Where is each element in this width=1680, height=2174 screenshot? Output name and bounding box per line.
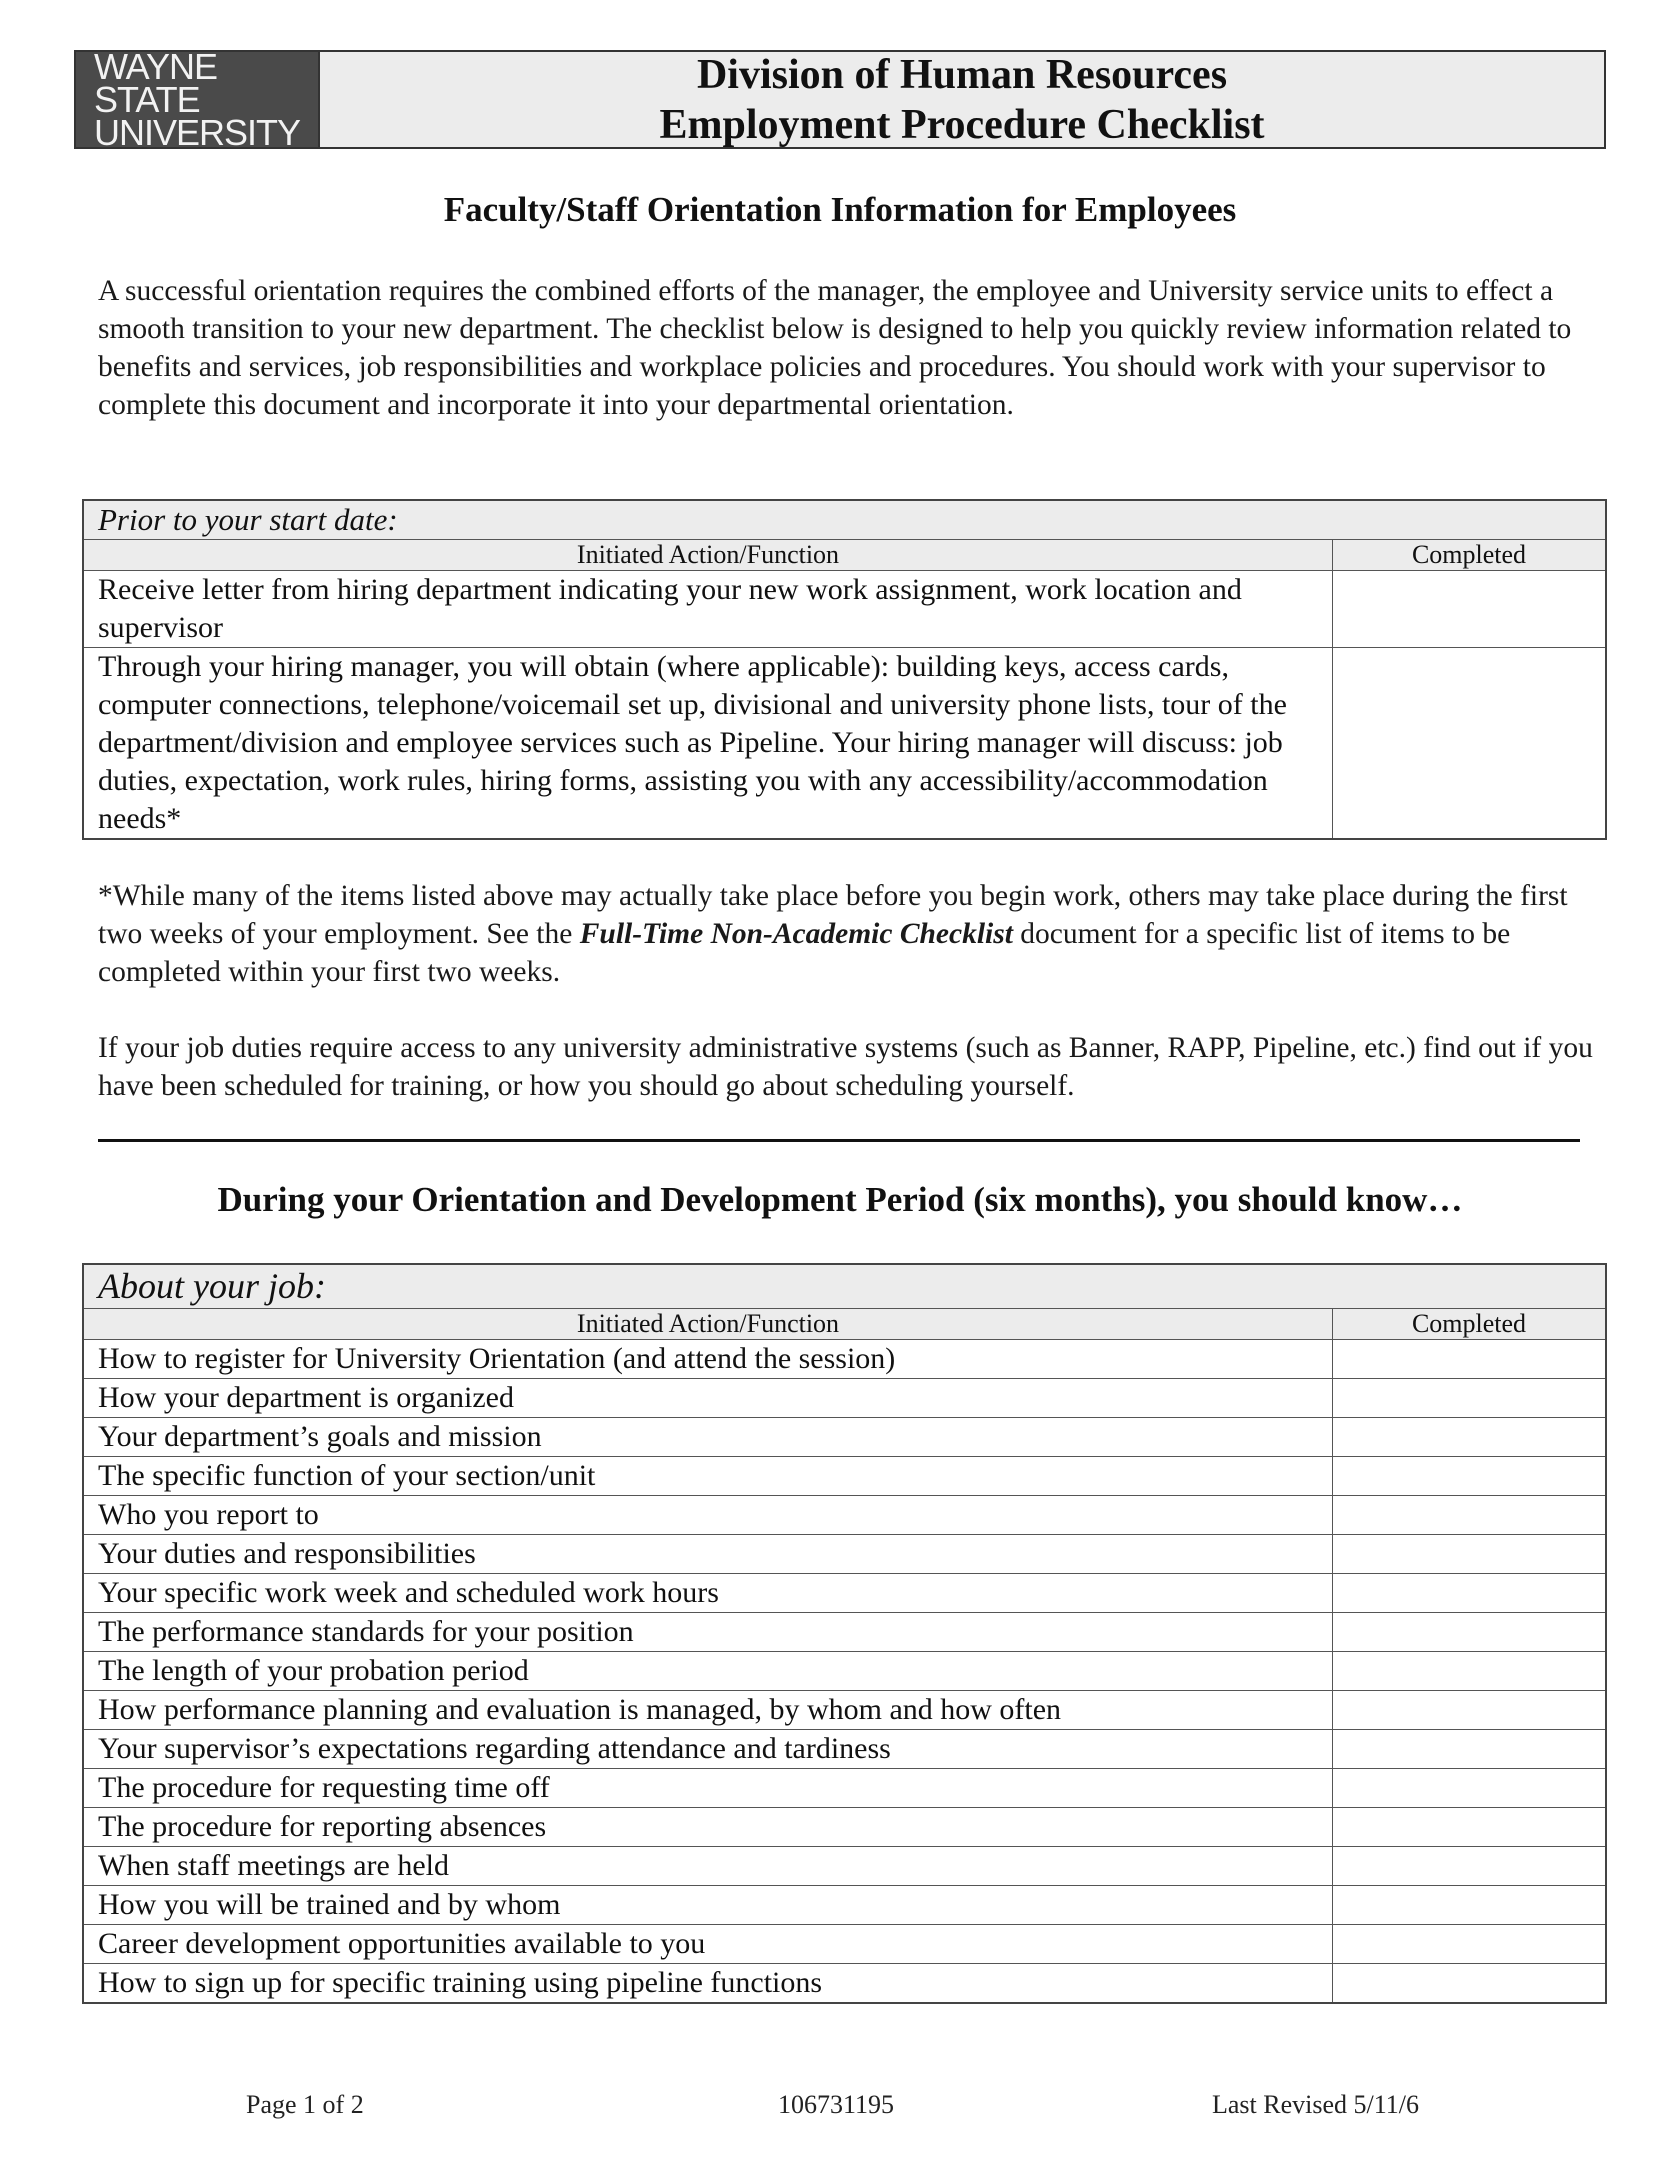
table-row xyxy=(83,1418,1606,1457)
col-completed-header: Completed xyxy=(1333,540,1607,571)
table-column-header xyxy=(83,1309,1606,1340)
note-paragraph xyxy=(98,877,1598,991)
table-row xyxy=(83,1652,1606,1691)
checklist-item: The procedure for requesting time off xyxy=(83,1769,1333,1808)
completed-cell[interactable] xyxy=(1333,571,1607,648)
checklist-item: How you will be trained and by whom xyxy=(83,1886,1333,1925)
col-action-header: Initiated Action/Function xyxy=(83,540,1333,571)
university-logo xyxy=(76,46,320,153)
note-text-before: *While many of the items listed above may actually take place before you begin work, others may take place during the first two weeks of your employment. See the xyxy=(98,880,1568,950)
checklist-item: The procedure for reporting absences xyxy=(83,1808,1333,1847)
completed-cell[interactable] xyxy=(1333,1730,1607,1769)
completed-cell[interactable] xyxy=(1333,1769,1607,1808)
completed-cell[interactable] xyxy=(1333,1379,1607,1418)
job-section-label: About your job: xyxy=(83,1264,1606,1309)
completed-cell[interactable] xyxy=(1333,1964,1607,2004)
header-titles xyxy=(320,52,1604,147)
table-row xyxy=(83,648,1606,840)
table-row xyxy=(83,1886,1606,1925)
table-row xyxy=(83,1730,1606,1769)
checklist-item: The length of your probation period xyxy=(83,1652,1333,1691)
checklist-item: The specific function of your section/unit xyxy=(83,1457,1333,1496)
logo-line-2: UNIVERSITY xyxy=(94,112,301,153)
table-section-header xyxy=(83,500,1606,540)
checklist-item: How to sign up for specific training using pipeline functions xyxy=(83,1964,1333,2004)
checklist-title: Employment Procedure Checklist xyxy=(659,101,1265,148)
document-id: 106731195 xyxy=(778,2090,895,2119)
completed-cell[interactable] xyxy=(1333,1847,1607,1886)
checklist-item: The performance standards for your position xyxy=(83,1613,1333,1652)
completed-cell[interactable] xyxy=(1333,1496,1607,1535)
logo-line-1: WAYNE STATE xyxy=(94,46,218,120)
about-job-table xyxy=(82,1263,1607,2004)
checklist-item: How your department is organized xyxy=(83,1379,1333,1418)
table-row xyxy=(83,1613,1606,1652)
table-row xyxy=(83,1691,1606,1730)
revision-date: Last Revised 5/11/6 xyxy=(1212,2090,1420,2119)
page-number: Page 1 of 2 xyxy=(246,2090,364,2119)
intro-paragraph: A successful orientation requires the combined efforts of the manager, the employee and University service units to effect a smooth transition to your new department. The checklist below is designed to help you quickly review information related to benefits and services, job responsibilities and workplace policies and procedures. You should work with your supervisor to complete this document and incorporate it into your departmental orientation. xyxy=(98,275,1572,421)
completed-cell[interactable] xyxy=(1333,1808,1607,1847)
table-column-header xyxy=(83,540,1606,571)
checklist-item: How to register for University Orientation (and attend the session) xyxy=(83,1340,1333,1379)
checklist-item: When staff meetings are held xyxy=(83,1847,1333,1886)
completed-cell[interactable] xyxy=(1333,1613,1607,1652)
completed-cell[interactable] xyxy=(1333,1457,1607,1496)
completed-cell[interactable] xyxy=(1333,648,1607,840)
completed-cell[interactable] xyxy=(1333,1886,1607,1925)
table-row xyxy=(83,1574,1606,1613)
prior-start-table xyxy=(82,499,1607,840)
systems-paragraph: If your job duties require access to any university administrative systems (such as Banner, RAPP, Pipeline, etc.) find out if you have been scheduled for training, or how you should go about scheduling yourself. xyxy=(98,1032,1593,1102)
completed-cell[interactable] xyxy=(1333,1418,1607,1457)
completed-cell[interactable] xyxy=(1333,1535,1607,1574)
document-header xyxy=(74,46,1606,153)
table-row xyxy=(83,1808,1606,1847)
orientation-section-title: During your Orientation and Development Period (six months), you should know… xyxy=(217,1180,1463,1219)
checklist-item: Career development opportunities available to you xyxy=(83,1925,1333,1964)
note-text-after: document for a specific list of items to be completed within your first two weeks. xyxy=(98,918,1511,988)
completed-cell[interactable] xyxy=(1333,1574,1607,1613)
table-row xyxy=(83,1535,1606,1574)
checklist-item: Receive letter from hiring department indicating your new work assignment, work location and supervisor xyxy=(83,571,1333,648)
division-title: Division of Human Resources xyxy=(696,51,1228,98)
table-section-header xyxy=(83,1264,1606,1309)
table-row xyxy=(83,1340,1606,1379)
table-row xyxy=(83,1379,1606,1418)
checklist-item: Your duties and responsibilities xyxy=(83,1535,1333,1574)
prior-section-label: Prior to your start date: xyxy=(83,500,1606,540)
completed-cell[interactable] xyxy=(1333,1925,1607,1964)
completed-cell[interactable] xyxy=(1333,1340,1607,1379)
checklist-item: Through your hiring manager, you will obtain (where applicable): building keys, access cards, computer connections, telephone/voicemail set up, divisional and university phone lists, tour of the department/division and employee services such as Pipeline. Your hiring manager will discuss: job duties, expectation, work rules, hiring forms, assisting you with any accessibility/accommodation needs* xyxy=(83,648,1333,840)
table-row xyxy=(83,1925,1606,1964)
page-subtitle: Faculty/Staff Orientation Information for Employees xyxy=(443,190,1237,229)
table-row xyxy=(83,1496,1606,1535)
checklist-item: Your department’s goals and mission xyxy=(83,1418,1333,1457)
col-completed-header: Completed xyxy=(1333,1309,1607,1340)
table-row xyxy=(83,1964,1606,2004)
checklist-item: Your supervisor’s expectations regarding attendance and tardiness xyxy=(83,1730,1333,1769)
col-action-header: Initiated Action/Function xyxy=(83,1309,1333,1340)
checklist-item: How performance planning and evaluation is managed, by whom and how often xyxy=(83,1691,1333,1730)
note-document-name: Full-Time Non-Academic Checklist xyxy=(579,918,1013,950)
checklist-item: Who you report to xyxy=(83,1496,1333,1535)
table-row xyxy=(83,1847,1606,1886)
table-row xyxy=(83,1769,1606,1808)
completed-cell[interactable] xyxy=(1333,1652,1607,1691)
completed-cell[interactable] xyxy=(1333,1691,1607,1730)
horizontal-divider xyxy=(98,1139,1580,1142)
table-row xyxy=(83,571,1606,648)
checklist-item: Your specific work week and scheduled work hours xyxy=(83,1574,1333,1613)
table-row xyxy=(83,1457,1606,1496)
